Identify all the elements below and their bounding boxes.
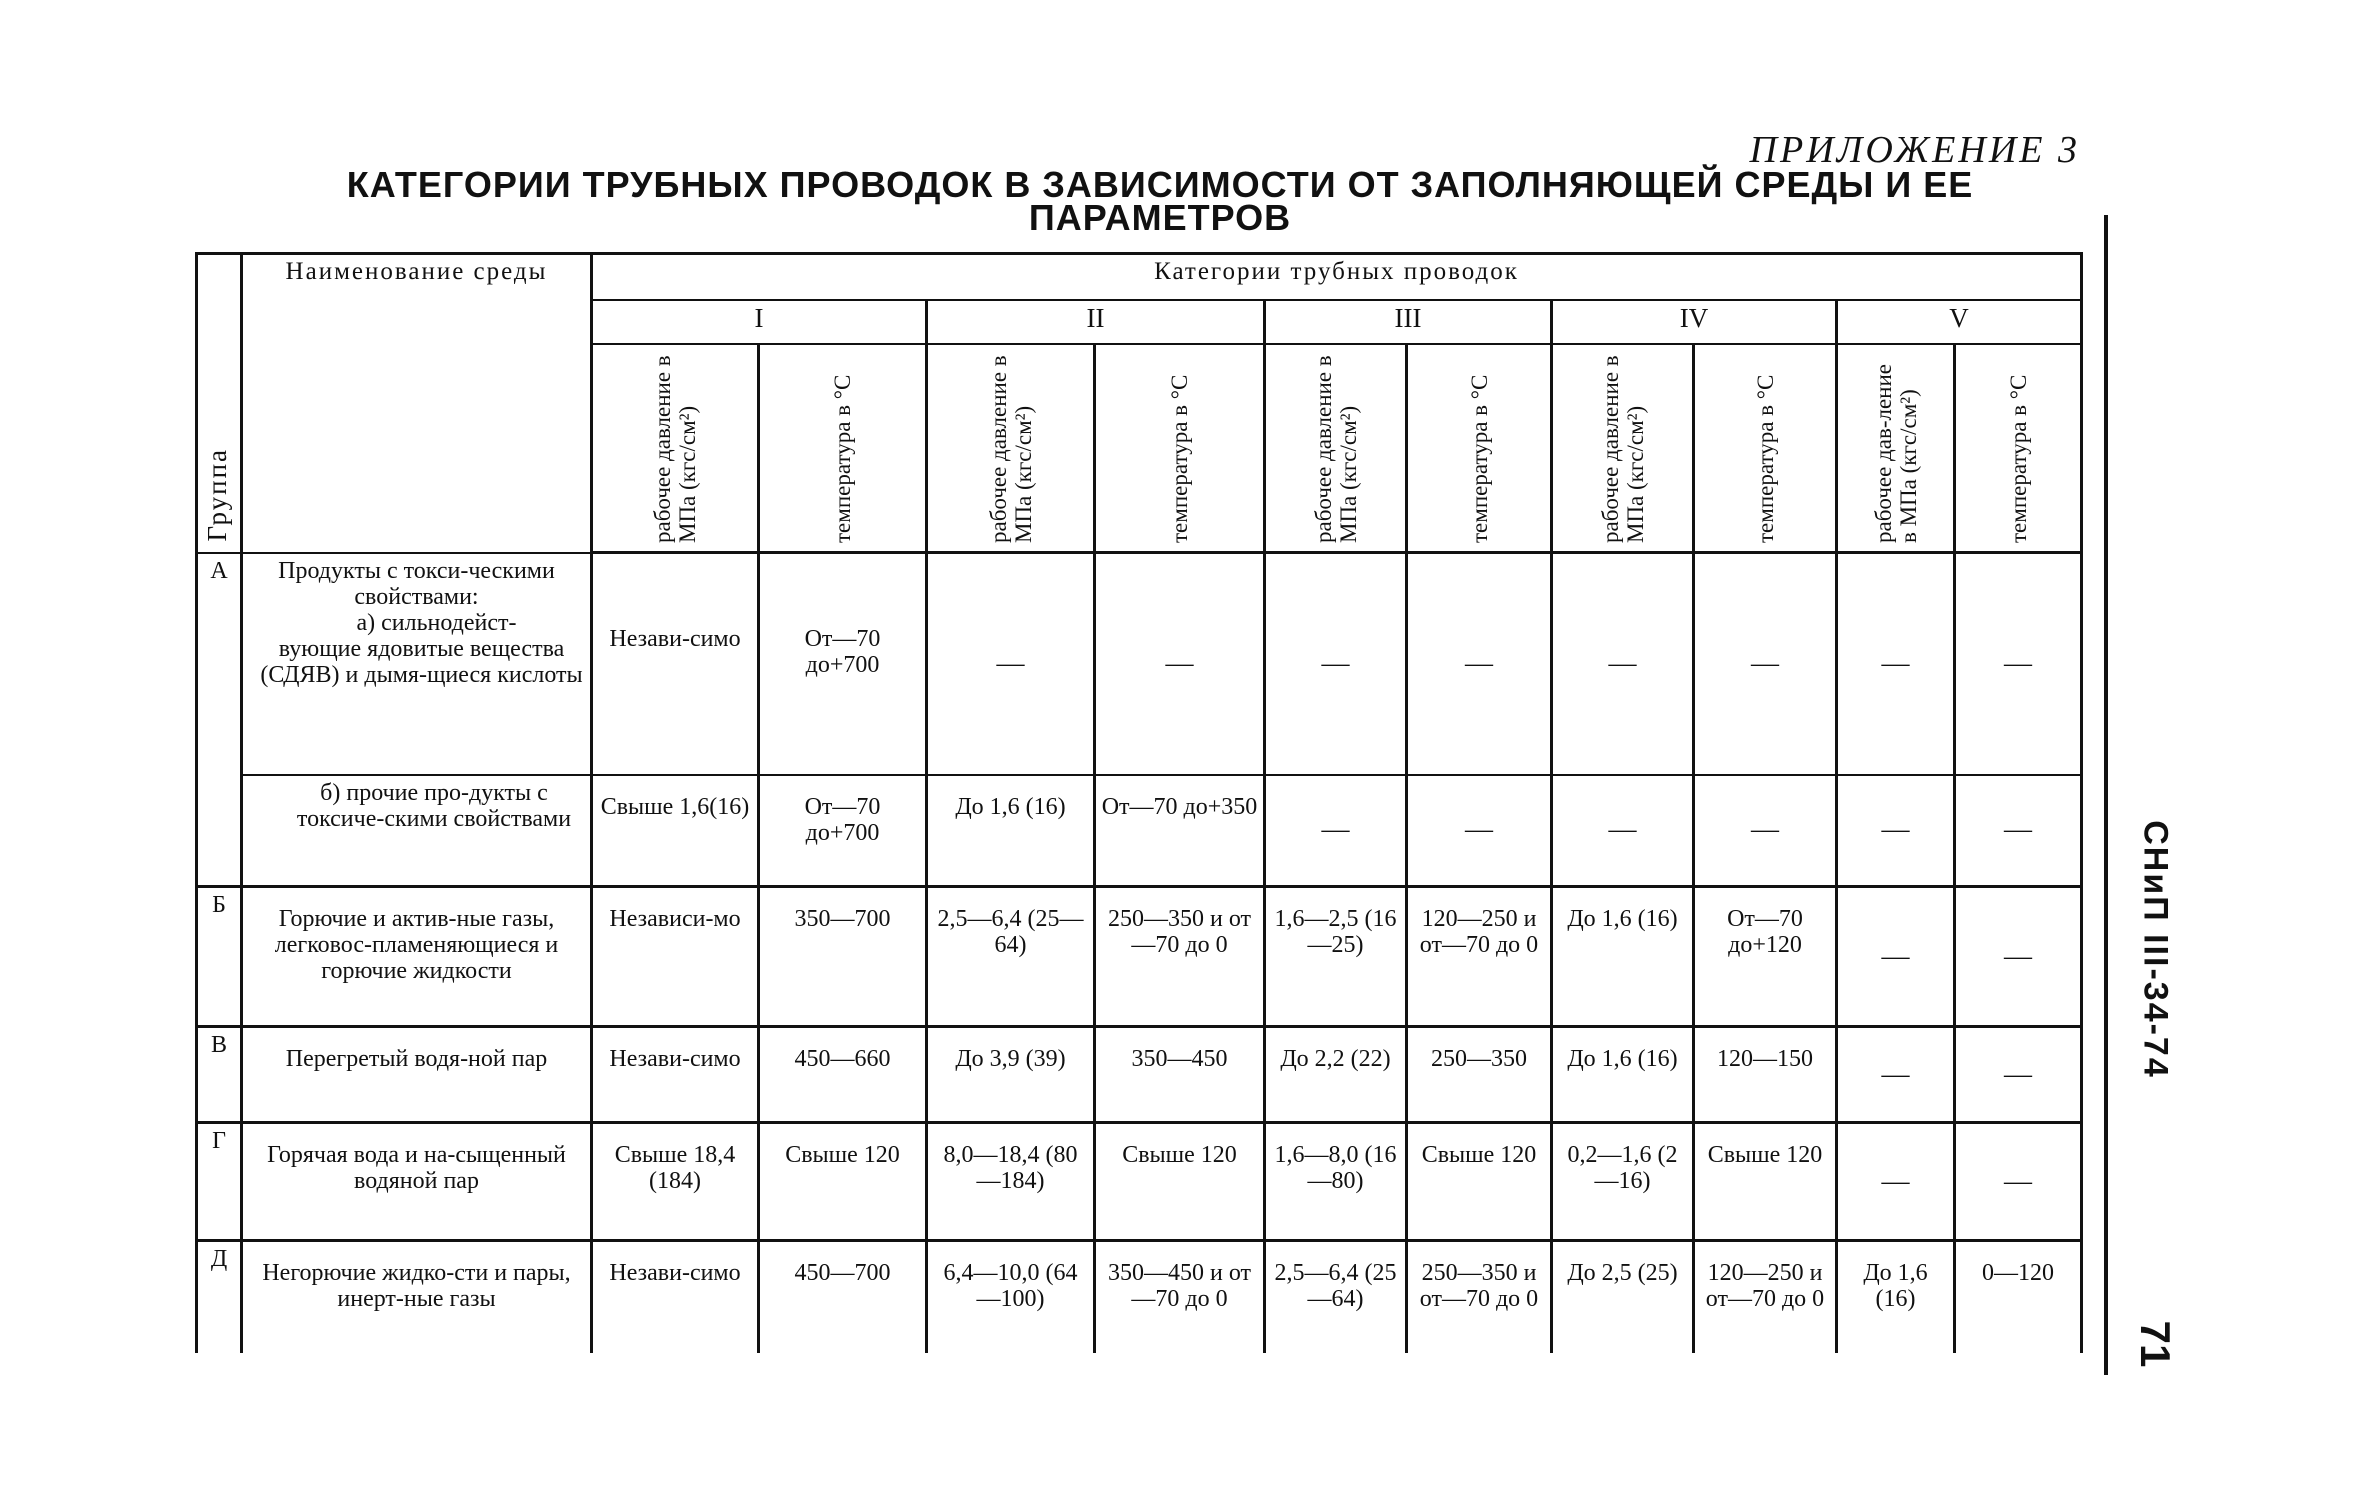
value-cell: От—70 до+700 [759,775,927,887]
value-cell: 350—450 [1095,1027,1265,1123]
value-cell: Свыше 1,6(16) [592,775,759,887]
table-row [197,553,2082,775]
title-line-2: ПАРАМЕТРОВ [1028,197,1292,238]
group-cell: Б [197,887,242,1027]
value-cell: — [1837,1123,1955,1241]
value-cell: — [1265,553,1407,775]
side-document-code [2120,660,2190,1260]
value-cell: До 1,6 (16) [927,775,1095,887]
value-cell: 1,6—8,0 (16—80) [1265,1123,1407,1241]
medium-name-cell: Горючие и актив-ные газы, легковос-пламеняющиеся и горючие жидкости [242,887,592,1027]
value-cell: 250—350 и от—70 до 0 [1095,887,1265,1027]
value-cell: — [1837,1027,1955,1123]
medium-sub-a-rest: вующие ядовитые вещества (СДЯВ) и дымя-щиеся кислоты [260,635,583,688]
value-cell: — [1837,775,1955,887]
medium-intro: Продукты с токси-ческими свойствами: [278,557,555,610]
value-cell: — [1955,1123,2082,1241]
value-cell: — [1955,1027,2082,1123]
value-cell: 120—150 [1694,1027,1837,1123]
value-cell: 120—250 и от—70 до 0 [1407,887,1552,1027]
medium-name-cell: б) прочие про-дукты с токсиче-скими свойствами [242,775,592,887]
table-row [197,1241,2082,1353]
value-cell: 0,2—1,6 (2—16) [1552,1123,1694,1241]
value-cell: — [1837,887,1955,1027]
value-cell: 350—450 и от—70 до 0 [1095,1241,1265,1353]
value-cell: — [1955,553,2082,775]
value-cell: — [1694,553,1837,775]
value-cell: 2,5—6,4 (25—64) [927,887,1095,1027]
temperature-header: температура в °С [1694,344,1837,553]
value-cell: Независи-мо [592,887,759,1027]
page-number [2120,1300,2190,1380]
category-header-1: I [592,300,927,344]
value-cell: До 2,5 (25) [1552,1241,1694,1353]
value-cell: — [1552,775,1694,887]
value-cell: — [1407,775,1552,887]
categories-title: Категории трубных проводок [592,254,2082,301]
value-cell: От—70 до+700 [759,553,927,775]
title-line-1: КАТЕГОРИИ ТРУБНЫХ ПРОВОДОК В ЗАВИСИМОСТИ ОТ ЗАПОЛНЯЮЩЕЙ СРЕДЫ И ЕЕ [346,164,1974,205]
side-rule [2104,215,2108,1375]
category-header-3: III [1265,300,1552,344]
value-cell: — [1552,553,1694,775]
value-cell: Свыше 120 [1694,1123,1837,1241]
value-cell: — [1265,775,1407,887]
categories-table [195,252,2083,1353]
value-cell: От—70 до+350 [1095,775,1265,887]
medium-sub-a: а) сильнодейст- [356,609,517,636]
table-row [197,775,2082,887]
value-cell: 350—700 [759,887,927,1027]
value-cell: До 1,6 (16) [1552,1027,1694,1123]
value-cell: — [1095,553,1265,775]
group-cell: В [197,1027,242,1123]
value-cell: 1,6—2,5 (16—25) [1265,887,1407,1027]
value-cell: До 1,6 (16) [1837,1241,1955,1353]
value-cell: — [1955,775,2082,887]
temperature-header: температура в °С [1955,344,2082,553]
value-cell: 450—700 [759,1241,927,1353]
value-cell: До 1,6 (16) [1552,887,1694,1027]
value-cell: — [1837,553,1955,775]
pressure-header: рабочее дав-ление в МПа (кгс/см²) [1837,344,1955,553]
group-cell: Д [197,1241,242,1353]
page-number-text: 71 [2132,1320,2179,1368]
value-cell: Свыше 120 [759,1123,927,1241]
pressure-header: рабочее давление в МПа (кгс/см²) [927,344,1095,553]
value-cell: 120—250 и от—70 до 0 [1694,1241,1837,1353]
value-cell: — [927,553,1095,775]
table-row [197,1027,2082,1123]
value-cell: 8,0—18,4 (80—184) [927,1123,1095,1241]
value-cell: — [1955,887,2082,1027]
medium-name-cell: Негорючие жидко-сти и пары, инерт-ные газы [242,1241,592,1353]
value-cell: 250—350 и от—70 до 0 [1407,1241,1552,1353]
value-cell: От—70 до+120 [1694,887,1837,1027]
group-cell: Г [197,1123,242,1241]
temperature-header: температура в °С [759,344,927,553]
pressure-header: рабочее давление в МПа (кгс/см²) [592,344,759,553]
value-cell: 2,5—6,4 (25—64) [1265,1241,1407,1353]
value-cell: Свыше 18,4 (184) [592,1123,759,1241]
value-cell: Незави-симо [592,1027,759,1123]
value-cell: 6,4—10,0 (64—100) [927,1241,1095,1353]
category-header-4: IV [1552,300,1837,344]
group-column-header: Группа [197,254,242,553]
group-cell: А [197,553,242,887]
category-header-2: II [927,300,1265,344]
medium-name-cell: Горячая вода и на-сыщенный водяной пар [242,1123,592,1241]
value-cell: До 2,2 (22) [1265,1027,1407,1123]
temperature-header: температура в °С [1407,344,1552,553]
medium-name-cell [242,553,592,775]
value-cell: 250—350 [1407,1027,1552,1123]
value-cell: — [1694,775,1837,887]
value-cell: До 3,9 (39) [927,1027,1095,1123]
value-cell: Незави-симо [592,1241,759,1353]
page-title [290,164,2030,238]
temperature-header: температура в °С [1095,344,1265,553]
name-column-header: Наименование среды [242,254,592,553]
header-row-categories [197,254,2082,301]
value-cell: — [1407,553,1552,775]
appendix-label: ПРИЛОЖЕНИЕ 3 [1749,129,2080,171]
pressure-header: рабочее давление в МПа (кгс/см²) [1552,344,1694,553]
value-cell: Свыше 120 [1095,1123,1265,1241]
value-cell: Свыше 120 [1407,1123,1552,1241]
category-header-5: V [1837,300,2082,344]
value-cell: 450—660 [759,1027,927,1123]
value-cell: Незави-симо [592,553,759,775]
document-code-text: СНиП III-34-74 [2136,820,2175,1079]
value-cell: 0—120 [1955,1241,2082,1353]
pressure-header: рабочее давление в МПа (кгс/см²) [1265,344,1407,553]
table-row [197,887,2082,1027]
table-row [197,1123,2082,1241]
medium-name-cell: Перегретый водя-ной пар [242,1027,592,1123]
